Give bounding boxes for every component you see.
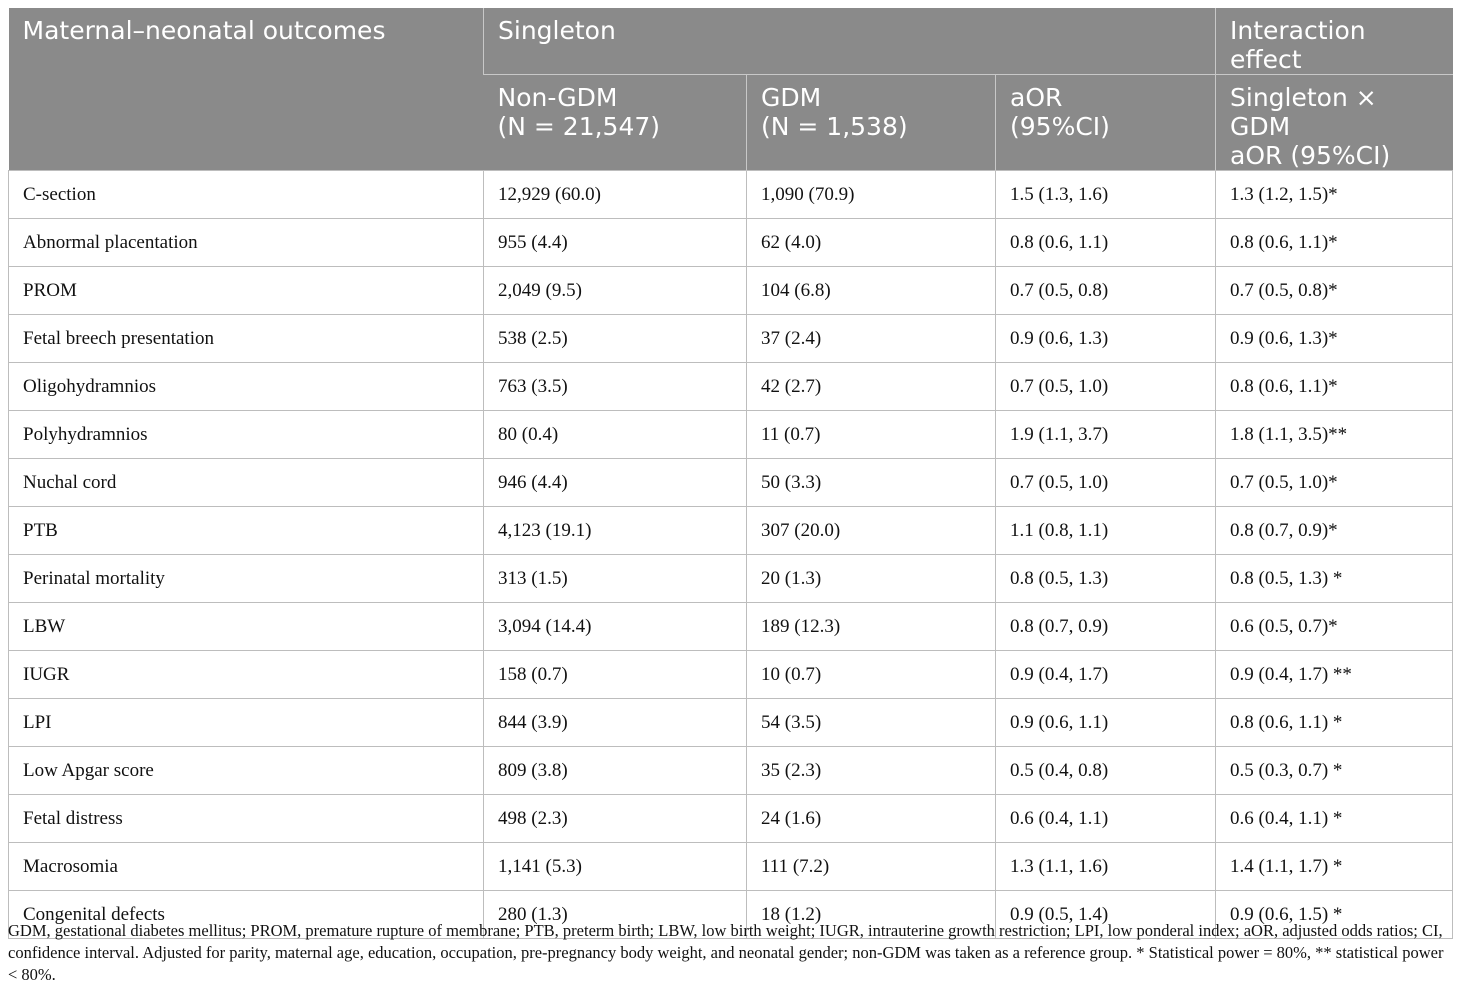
aor-cell: 0.7 (0.5, 1.0) <box>996 363 1216 411</box>
interaction-aor-cell: 0.7 (0.5, 0.8)* <box>1216 267 1453 315</box>
outcome-cell: PROM <box>9 267 484 315</box>
outcome-cell: Polyhydramnios <box>9 411 484 459</box>
aor-cell: 0.8 (0.7, 0.9) <box>996 603 1216 651</box>
header-interaction <box>1216 75 1453 171</box>
gdm-cell: 11 (0.7) <box>747 411 996 459</box>
outcome-cell: Nuchal cord <box>9 459 484 507</box>
header-aor <box>996 75 1216 171</box>
non-gdm-cell: 955 (4.4) <box>484 219 747 267</box>
aor-cell: 0.6 (0.4, 1.1) <box>996 795 1216 843</box>
gdm-cell: 42 (2.7) <box>747 363 996 411</box>
non-gdm-cell: 946 (4.4) <box>484 459 747 507</box>
non-gdm-cell: 763 (3.5) <box>484 363 747 411</box>
gdm-cell: 10 (0.7) <box>747 651 996 699</box>
table-row <box>9 699 1453 747</box>
table-row <box>9 651 1453 699</box>
gdm-cell: 18 (1.2) <box>747 891 996 939</box>
non-gdm-cell: 12,929 (60.0) <box>484 171 747 219</box>
non-gdm-cell: 158 (0.7) <box>484 651 747 699</box>
non-gdm-cell: 809 (3.8) <box>484 747 747 795</box>
header-interaction-line2: aOR (95%CI) <box>1230 141 1391 170</box>
outcome-cell: LBW <box>9 603 484 651</box>
outcomes-table <box>8 8 1453 939</box>
outcome-cell: PTB <box>9 507 484 555</box>
gdm-cell: 62 (4.0) <box>747 219 996 267</box>
header-non-gdm-line1: Non-GDM <box>497 83 618 112</box>
interaction-aor-cell: 0.9 (0.6, 1.5) * <box>1216 891 1453 939</box>
interaction-aor-cell: 0.8 (0.6, 1.1) * <box>1216 699 1453 747</box>
header-aor-line2: (95%CI) <box>1010 112 1110 141</box>
interaction-aor-cell: 1.4 (1.1, 1.7) * <box>1216 843 1453 891</box>
aor-cell: 0.7 (0.5, 1.0) <box>996 459 1216 507</box>
outcome-cell: Macrosomia <box>9 843 484 891</box>
gdm-cell: 111 (7.2) <box>747 843 996 891</box>
table-row <box>9 459 1453 507</box>
header-group-interaction: Interaction effect <box>1216 8 1453 75</box>
outcome-cell: LPI <box>9 699 484 747</box>
gdm-cell: 50 (3.3) <box>747 459 996 507</box>
outcome-cell: C-section <box>9 171 484 219</box>
header-gdm <box>747 75 996 171</box>
aor-cell: 0.9 (0.6, 1.1) <box>996 699 1216 747</box>
outcome-cell: Perinatal mortality <box>9 555 484 603</box>
table-row <box>9 747 1453 795</box>
non-gdm-cell: 1,141 (5.3) <box>484 843 747 891</box>
interaction-aor-cell: 0.7 (0.5, 1.0)* <box>1216 459 1453 507</box>
interaction-aor-cell: 0.9 (0.4, 1.7) ** <box>1216 651 1453 699</box>
table-row <box>9 411 1453 459</box>
aor-cell: 1.5 (1.3, 1.6) <box>996 171 1216 219</box>
interaction-aor-cell: 1.3 (1.2, 1.5)* <box>1216 171 1453 219</box>
table-row <box>9 843 1453 891</box>
header-outcome: Maternal–neonatal outcomes <box>9 8 484 171</box>
non-gdm-cell: 3,094 (14.4) <box>484 603 747 651</box>
gdm-cell: 1,090 (70.9) <box>747 171 996 219</box>
aor-cell: 1.3 (1.1, 1.6) <box>996 843 1216 891</box>
outcome-cell: Abnormal placentation <box>9 219 484 267</box>
table-header <box>9 8 1453 171</box>
gdm-cell: 104 (6.8) <box>747 267 996 315</box>
outcome-cell: Oligohydramnios <box>9 363 484 411</box>
outcomes-table-container <box>8 8 1452 939</box>
non-gdm-cell: 538 (2.5) <box>484 315 747 363</box>
non-gdm-cell: 80 (0.4) <box>484 411 747 459</box>
gdm-cell: 35 (2.3) <box>747 747 996 795</box>
table-row <box>9 603 1453 651</box>
aor-cell: 0.5 (0.4, 0.8) <box>996 747 1216 795</box>
non-gdm-cell: 313 (1.5) <box>484 555 747 603</box>
outcome-cell: Fetal distress <box>9 795 484 843</box>
interaction-aor-cell: 0.8 (0.6, 1.1)* <box>1216 219 1453 267</box>
aor-cell: 0.9 (0.5, 1.4) <box>996 891 1216 939</box>
table-row <box>9 315 1453 363</box>
interaction-aor-cell: 0.6 (0.4, 1.1) * <box>1216 795 1453 843</box>
outcome-cell: Congenital defects <box>9 891 484 939</box>
aor-cell: 0.8 (0.5, 1.3) <box>996 555 1216 603</box>
table-body <box>9 171 1453 939</box>
non-gdm-cell: 4,123 (19.1) <box>484 507 747 555</box>
gdm-cell: 20 (1.3) <box>747 555 996 603</box>
table-footnote: GDM, gestational diabetes mellitus; PROM, premature rupture of membrane; PTB, preterm birth; LBW, low birth weight; IUGR, intrauterine growth restriction; LPI, low ponderal index; aOR, adjusted odds ratios; CI, confidence interval. Adjusted for parity, maternal age, education, occupation, pre-pregnancy body weight, and neonatal gender; non-GDM was taken as a reference group. * Statistical power = 80%, ** statistical power < 80%. <box>8 921 1444 984</box>
interaction-aor-cell: 1.8 (1.1, 3.5)** <box>1216 411 1453 459</box>
gdm-cell: 189 (12.3) <box>747 603 996 651</box>
header-interaction-line1: Singleton × GDM <box>1230 83 1377 141</box>
gdm-cell: 24 (1.6) <box>747 795 996 843</box>
non-gdm-cell: 2,049 (9.5) <box>484 267 747 315</box>
table-row <box>9 795 1453 843</box>
interaction-aor-cell: 0.8 (0.5, 1.3) * <box>1216 555 1453 603</box>
header-gdm-line2: (N = 1,538) <box>761 112 908 141</box>
table-row <box>9 171 1453 219</box>
aor-cell: 1.9 (1.1, 3.7) <box>996 411 1216 459</box>
table-row <box>9 555 1453 603</box>
aor-cell: 0.9 (0.4, 1.7) <box>996 651 1216 699</box>
non-gdm-cell: 498 (2.3) <box>484 795 747 843</box>
non-gdm-cell: 280 (1.3) <box>484 891 747 939</box>
aor-cell: 0.9 (0.6, 1.3) <box>996 315 1216 363</box>
header-group-singleton: Singleton <box>484 8 1216 75</box>
table-row <box>9 267 1453 315</box>
gdm-cell: 54 (3.5) <box>747 699 996 747</box>
non-gdm-cell: 844 (3.9) <box>484 699 747 747</box>
interaction-aor-cell: 0.9 (0.6, 1.3)* <box>1216 315 1453 363</box>
header-gdm-line1: GDM <box>761 83 822 112</box>
table-row <box>9 219 1453 267</box>
interaction-aor-cell: 0.8 (0.6, 1.1)* <box>1216 363 1453 411</box>
interaction-aor-cell: 0.5 (0.3, 0.7) * <box>1216 747 1453 795</box>
outcome-cell: Low Apgar score <box>9 747 484 795</box>
interaction-aor-cell: 0.6 (0.5, 0.7)* <box>1216 603 1453 651</box>
table-row <box>9 363 1453 411</box>
header-non-gdm <box>484 75 747 171</box>
interaction-aor-cell: 0.8 (0.7, 0.9)* <box>1216 507 1453 555</box>
outcome-cell: IUGR <box>9 651 484 699</box>
gdm-cell: 307 (20.0) <box>747 507 996 555</box>
gdm-cell: 37 (2.4) <box>747 315 996 363</box>
aor-cell: 1.1 (0.8, 1.1) <box>996 507 1216 555</box>
header-non-gdm-line2: (N = 21,547) <box>497 112 661 141</box>
aor-cell: 0.8 (0.6, 1.1) <box>996 219 1216 267</box>
outcome-cell: Fetal breech presentation <box>9 315 484 363</box>
aor-cell: 0.7 (0.5, 0.8) <box>996 267 1216 315</box>
table-row <box>9 507 1453 555</box>
header-aor-line1: aOR <box>1010 83 1063 112</box>
